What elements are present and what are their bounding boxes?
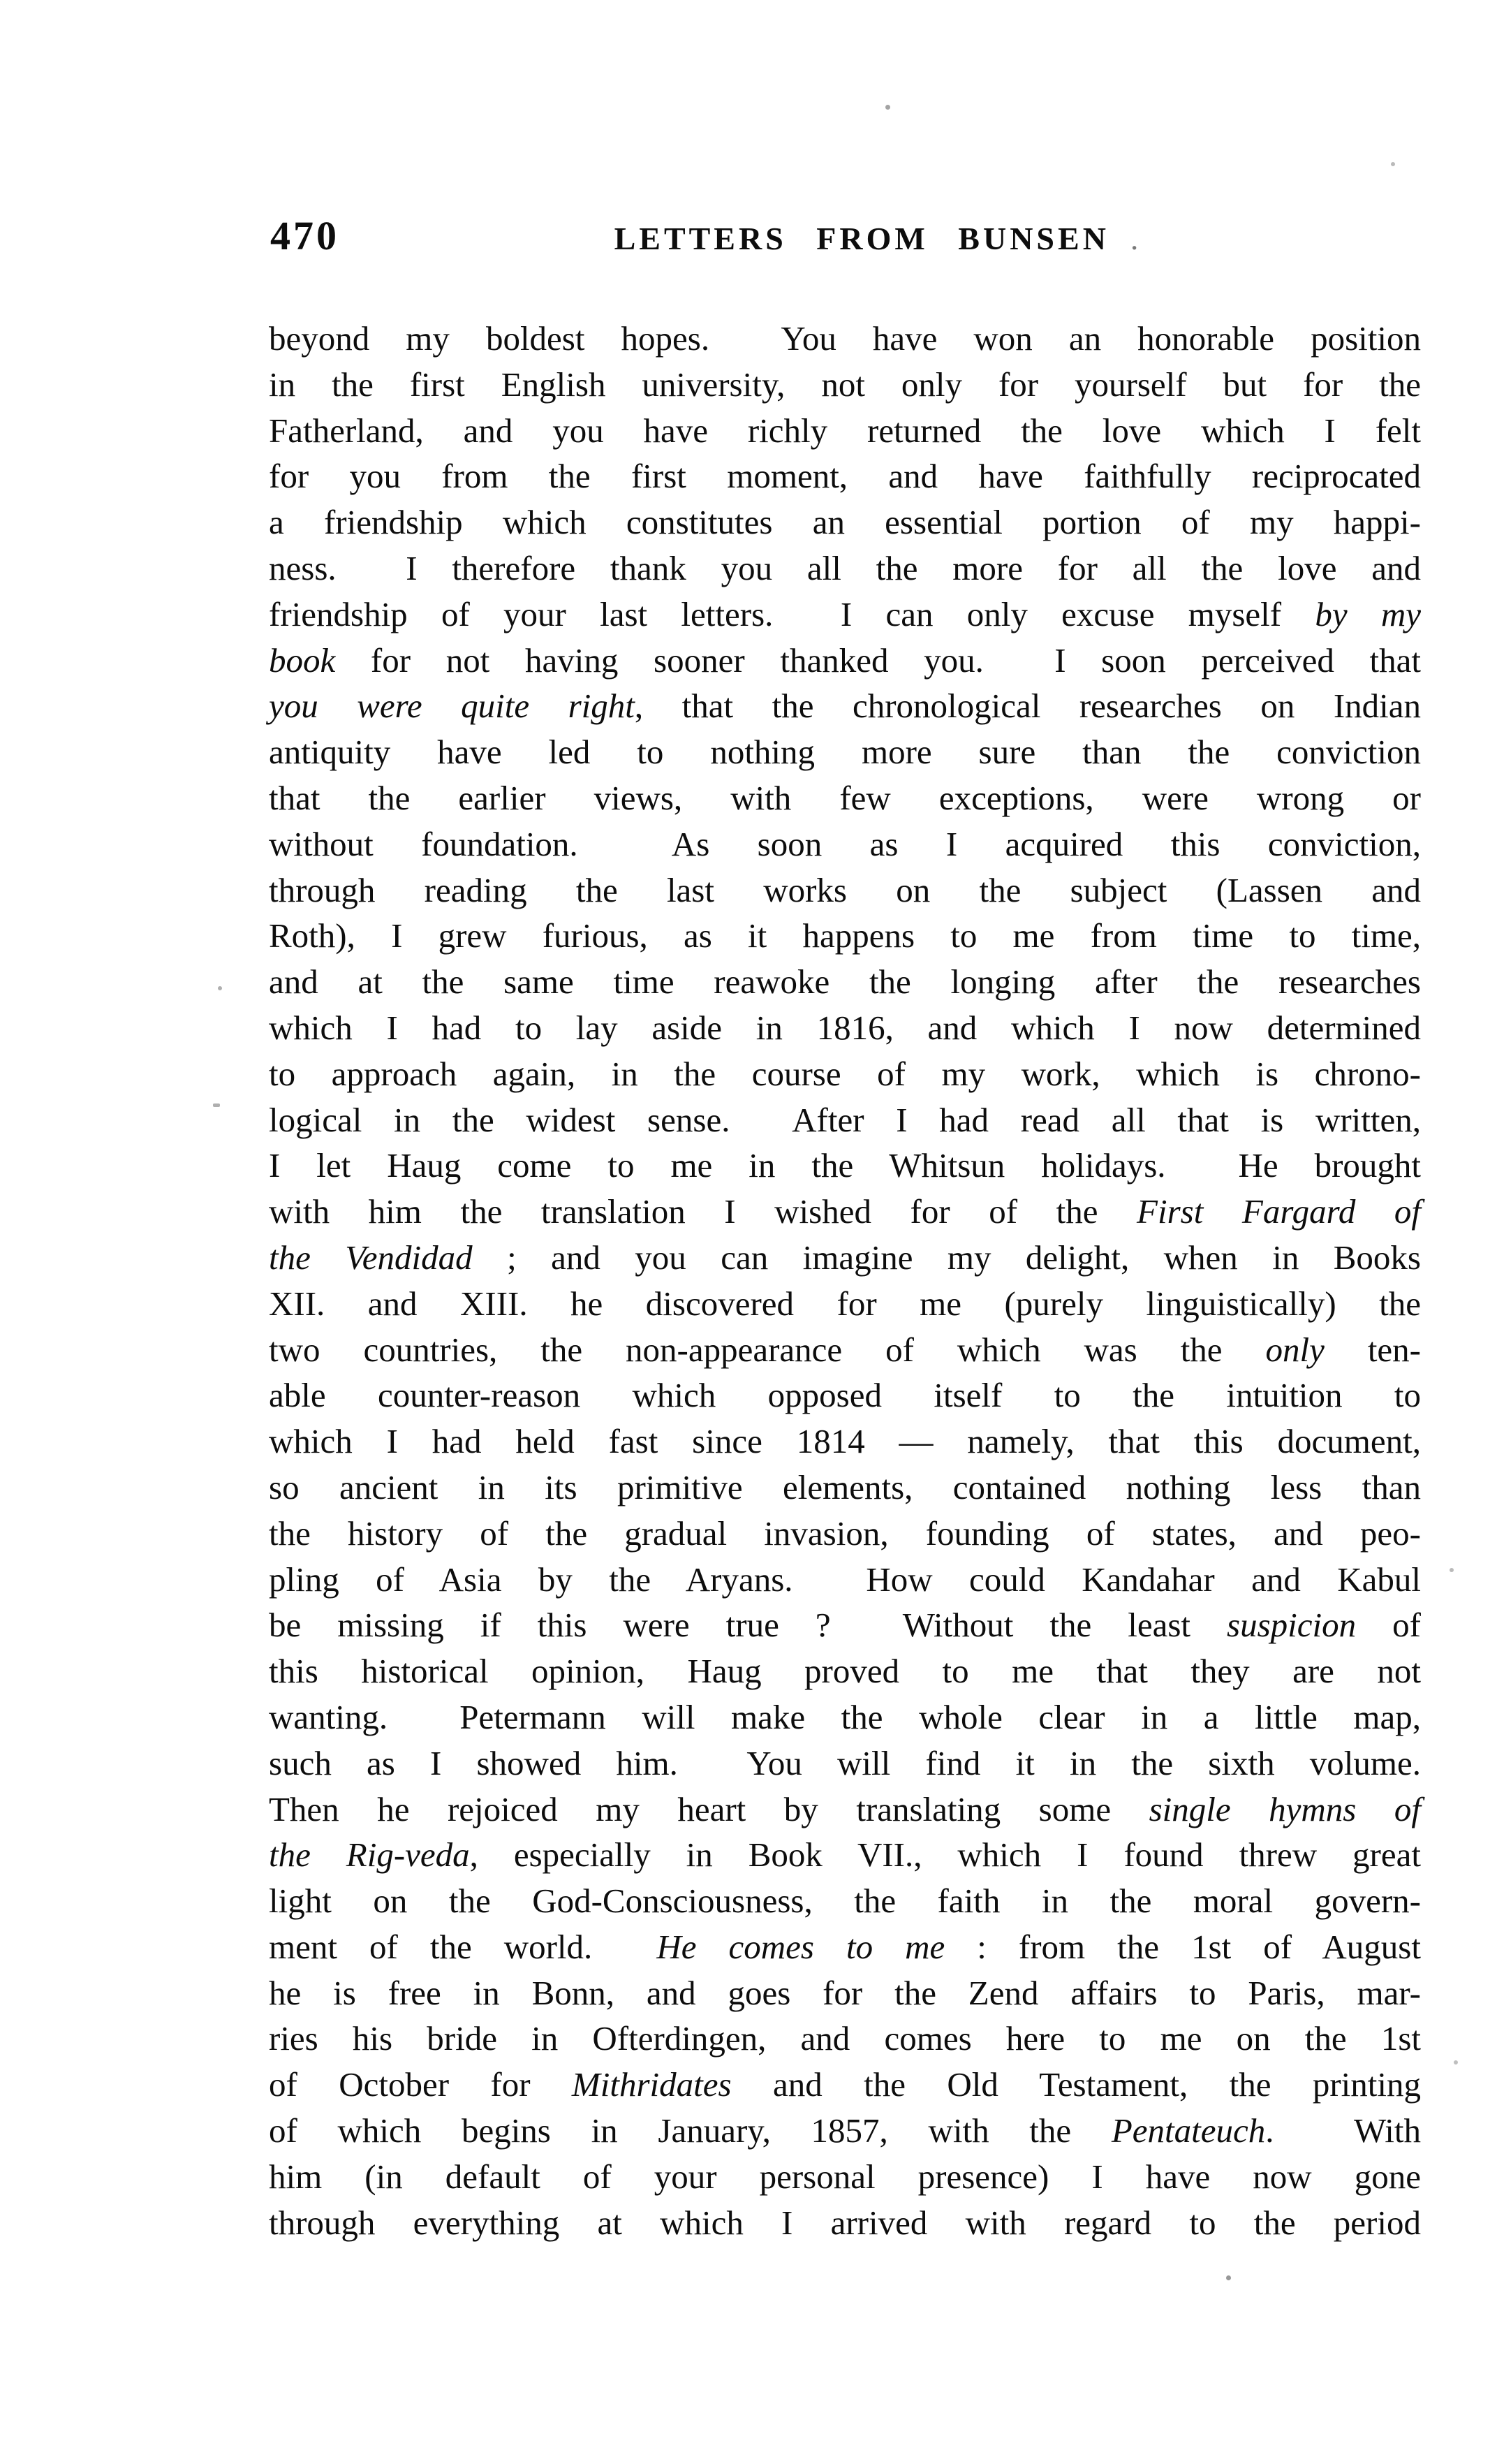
text-segment: antiquity have led to nothing more sure than the conviction — [269, 733, 1421, 772]
text-segment: Fatherland, and you have richly returned the love which I felt — [269, 411, 1421, 450]
text-line — [269, 1097, 1421, 1143]
text-segment: in the first English university, not only for yourself but for the — [269, 365, 1421, 404]
text-segment: of October for — [269, 2065, 572, 2104]
text-segment: be missing if this were true ? Without the least — [269, 1606, 1227, 1645]
text-line — [269, 453, 1421, 499]
running-head — [332, 219, 1421, 258]
scan-speck — [1450, 1568, 1454, 1572]
text-segment: ries his bride in Ofterdingen, and comes here to me on the 1st — [269, 2019, 1421, 2058]
text-line — [269, 1557, 1421, 1603]
text-segment: , that the chronological researches on Indian — [634, 687, 1421, 726]
text-segment: and the Old Testament, the printing — [731, 2065, 1421, 2104]
text-segment: ; and you can imagine my delight, when in Books — [472, 1238, 1421, 1277]
text-segment: he is free in Bonn, and goes for the Zend affairs to Paris, mar- — [269, 1973, 1421, 2012]
text-segment: light on the God-Consciousness, the faith in the moral govern- — [269, 1882, 1421, 1921]
text-segment: a friendship which constitutes an essential portion of my happi- — [269, 503, 1421, 542]
page-header — [269, 214, 1421, 270]
text-segment: that the earlier views, with few exceptions, were wrong or — [269, 778, 1421, 817]
text-line — [269, 1602, 1421, 1648]
text-segment: beyond my boldest hopes. You have won an honorable position — [269, 319, 1421, 358]
text-line — [269, 1511, 1421, 1557]
text-line — [269, 592, 1421, 638]
text-line — [269, 545, 1421, 592]
text-segment: through reading the last works on the subject (Lassen and — [269, 870, 1421, 909]
text-segment: Roth), I grew furious, as it happens to me from time to time, — [269, 916, 1421, 955]
italic-text-segment: only — [1265, 1330, 1325, 1369]
text-segment: Then he rejoiced my heart by translating some — [269, 1789, 1149, 1828]
italic-text-segment: the Rig-veda — [269, 1835, 470, 1875]
text-line — [269, 362, 1421, 408]
text-line — [269, 1694, 1421, 1740]
italic-text-segment: He comes to me — [656, 1927, 945, 1966]
page-number: 470 — [270, 213, 339, 258]
text-segment: without foundation. As soon as I acquired this conviction, — [269, 824, 1421, 863]
text-segment: this historical opinion, Haug proved to me that they are not — [269, 1652, 1421, 1691]
text-segment: . With — [1265, 2111, 1421, 2150]
scan-speck — [1454, 2060, 1458, 2065]
text-segment: of which begins in January, 1857, with the — [269, 2111, 1112, 2150]
text-line — [269, 2108, 1421, 2154]
text-segment: him (in default of your personal presence) I have now gone — [269, 2157, 1421, 2196]
italic-text-segment: single hymns of — [1149, 1789, 1421, 1828]
text-line — [269, 683, 1421, 729]
text-segment: two countries, the non-appearance of which was the — [269, 1330, 1266, 1369]
text-segment: the history of the gradual invasion, founding of states, and peo- — [269, 1513, 1421, 1553]
text-line — [269, 1235, 1421, 1281]
italic-text-segment: suspicion — [1227, 1606, 1357, 1645]
text-segment: to approach again, in the course of my work, which is chrono- — [269, 1054, 1421, 1093]
text-line — [269, 1327, 1421, 1373]
text-line — [269, 1189, 1421, 1235]
text-segment: pling of Asia by the Aryans. How could Kandahar and Kabul — [269, 1560, 1421, 1599]
text-line — [269, 2200, 1421, 2246]
text-line — [269, 1281, 1421, 1327]
header-stray-mark: . — [1130, 221, 1139, 256]
text-segment: ment of the world. — [269, 1927, 657, 1966]
letter-body-text — [269, 316, 1421, 2245]
italic-text-segment: by my — [1315, 594, 1421, 633]
text-line — [269, 499, 1421, 545]
text-segment: able counter-reason which opposed itself to the intuition to — [269, 1376, 1421, 1415]
running-head-text: LETTERS FROM BUNSEN — [614, 221, 1109, 256]
text-segment: which I had to lay aside in 1816, and which I now determined — [269, 1008, 1421, 1047]
text-line — [269, 1465, 1421, 1511]
text-line — [269, 316, 1421, 362]
text-line — [269, 1924, 1421, 1970]
text-segment: such as I showed him. You will find it in the sixth volume. — [269, 1743, 1421, 1782]
text-line — [269, 408, 1421, 454]
text-segment: for not having sooner thanked you. I soon perceived that — [335, 640, 1421, 680]
text-line — [269, 2016, 1421, 2062]
text-segment: friendship of your last letters. I can only excuse myself — [269, 594, 1315, 633]
text-line — [269, 2062, 1421, 2108]
text-line — [269, 1143, 1421, 1189]
text-line — [269, 867, 1421, 914]
text-segment: ness. I therefore thank you all the more for all the love and — [269, 548, 1421, 587]
text-line — [269, 775, 1421, 821]
text-segment: through everything at which I arrived with regard to the period — [269, 2203, 1421, 2242]
text-line — [269, 1878, 1421, 1924]
text-segment: logical in the widest sense. After I had read all that is written, — [269, 1100, 1421, 1139]
text-line — [269, 1740, 1421, 1787]
text-segment: for you from the first moment, and have faithfully reciprocated — [269, 457, 1421, 496]
text-segment: : from the 1st of August — [945, 1927, 1421, 1966]
italic-text-segment: Pentateuch — [1111, 2111, 1266, 2150]
text-line — [269, 1832, 1421, 1878]
text-line — [269, 1372, 1421, 1418]
text-line — [269, 1970, 1421, 2016]
text-line — [269, 959, 1421, 1005]
text-segment: and at the same time reawoke the longing after the researches — [269, 962, 1421, 1002]
text-segment: of — [1356, 1606, 1421, 1645]
text-line — [269, 729, 1421, 775]
text-segment: with him the translation I wished for of the — [269, 1192, 1137, 1231]
text-segment: so ancient in its primitive elements, contained nothing less than — [269, 1467, 1421, 1506]
text-segment: which I had held fast since 1814 — namely, that this document, — [269, 1422, 1421, 1461]
text-line — [269, 2154, 1421, 2200]
italic-text-segment: First Fargard of — [1137, 1192, 1421, 1231]
text-segment: ten- — [1324, 1330, 1421, 1369]
text-segment: , especially in Book VII., which I found threw great — [469, 1835, 1421, 1875]
scan-speck — [1391, 162, 1395, 166]
scan-speck — [1226, 2275, 1231, 2280]
text-line — [269, 1005, 1421, 1051]
text-line — [269, 913, 1421, 959]
text-line — [269, 1418, 1421, 1465]
italic-text-segment: you were quite right — [269, 687, 635, 726]
text-line — [269, 1648, 1421, 1694]
text-segment: XII. and XIII. he discovered for me (purely linguistically) the — [269, 1284, 1421, 1323]
scan-speck — [213, 1103, 220, 1107]
italic-text-segment: Mithridates — [571, 2065, 732, 2104]
italic-text-segment: the Vendidad — [269, 1238, 473, 1277]
text-line — [269, 1787, 1421, 1833]
text-segment: wanting. Petermann will make the whole clear in a little map, — [269, 1697, 1421, 1736]
text-line — [269, 1051, 1421, 1097]
text-line — [269, 821, 1421, 867]
italic-text-segment: book — [269, 640, 336, 680]
text-line — [269, 638, 1421, 684]
text-segment: I let Haug come to me in the Whitsun holidays. He brought — [269, 1146, 1421, 1185]
scan-speck — [218, 986, 222, 990]
scan-speck — [885, 105, 890, 110]
